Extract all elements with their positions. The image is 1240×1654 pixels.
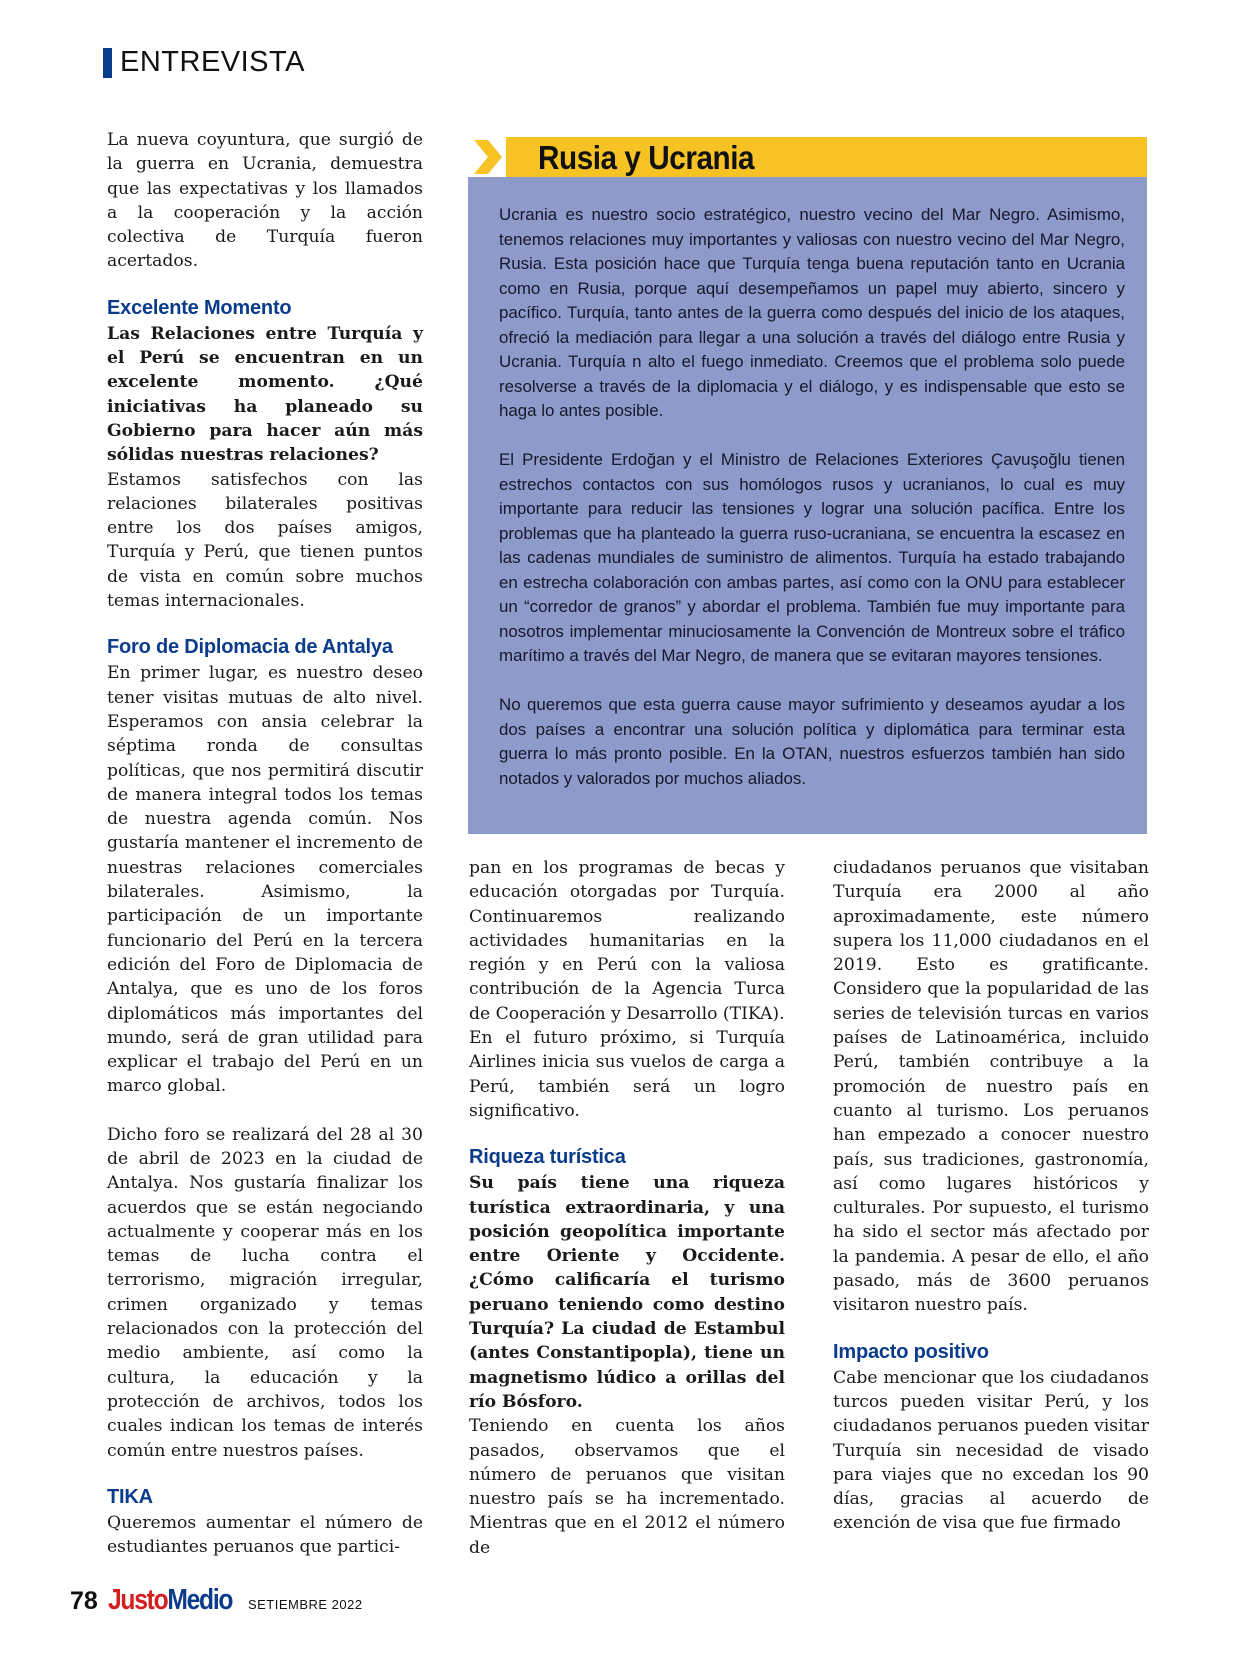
question-excelente-momento: Las Relaciones entre Turquía y el Perú se encuentran en un excelente momento. ¿Qué iniciativas ha planeado su Gobierno para hacer aún más sólidas nuestras relaciones? [107,323,423,466]
article-column-2 [469,856,785,1560]
section-header [103,46,305,79]
paragraph-turismo-continued: ciudadanos peruanos que visitaban Turquía era 2000 al año aproximadamente, este número supera los 11,000 ciudadanos en el 2019. Esto es gratificante. Considero que la popularidad de las series de televisión turcas en varios países de Latinoamérica, incluido Perú, también contribuye a la promoción de nuestro país en cuanto al turismo. Los peruanos han empezado a conocer nuestro país, sus tradiciones, gastronomía, así como lugares históricos y culturales. Por supuesto, el turismo ha sido el sector más afectado por la pandemia. A pesar de ello, el año pasado, más de 3600 peruanos visitaron nuestro país. [833,858,1149,1316]
heading-foro-antalya: Foro de Diplomacia de Antalya [107,636,393,659]
article-column-1 [107,128,423,1559]
paragraph-airlines: En el futuro próximo, si Turquía Airlines inicia sus vuelos de carga a Perú, también será un logro significativo. [469,1028,785,1121]
chevron-right-icon [468,137,508,177]
heading-riqueza-turistica: Riqueza turística [469,1146,626,1169]
paragraph-tika-continued: pan en los programas de becas y educación otorgadas por Turquía. Continuaremos realizando actividades humanitarias en la región y en Perú con la valiosa contribución de la Agencia Turca de Cooperación y Desarrollo (TIKA). [469,858,785,1024]
heading-excelente-momento: Excelente Momento [107,296,292,319]
answer-riqueza-turistica: Teniendo en cuenta los años pasados, observamos que el número de peruanos que visitan nuestro país se ha incrementado. Mientras que en el 2012 el número de [469,1416,785,1558]
sidebar-paragraph-1: Ucrania es nuestro socio estratégico, nuestro vecino del Mar Negro. Asimismo, tenemos relaciones muy importantes y valiosas con nuestro vecino del Mar Negro, Rusia. Esta posición hace que Turquía tenga buena reputación tanto en Ucrania como en Rusia, porque aquí desempeñamos un papel muy abierto, sincero y pacífico. Turquía, tanto antes de la guerra como después del inicio de los ataques, ofreció la mediación para llegar a una solución a través del diálogo entre Rusia y Ucrania. Turquía n alto el fuego inmediato. Creemos que el problema solo puede resolverse a través de la diplomacia y el diálogo, y es indispensable que esto se haga lo antes posible. [499,205,1125,420]
answer-excelente-momento: Estamos satisfechos con las relaciones bilaterales positivas entre los dos países amigos, Turquía y Perú, que tienen puntos de vista en común sobre muchos temas internacionales. [107,469,423,612]
issue-date: SETIEMBRE 2022 [247,1597,363,1612]
sidebar-title: Rusia y Ucrania [538,139,755,176]
sidebar-paragraph-2: El Presidente Erdoğan y el Ministro de Relaciones Exteriores Çavuşoğlu tienen estrechos contactos con sus homólogos rusos y ucranianos, lo cual es muy importante para reducir las tensiones y lograr una solución pacífica. Entre los problemas que ha planteado la guerra ruso-ucraniana, se encuentra la escasez en las cadenas mundiales de suministro de alimentos. Turquía ha estado trabajando en estrecha colaboración con ambas partes, así como con la ONU para establecer un “corredor de granos” y abordar el problema. También fue muy importante para nosotros implementar minuciosamente la Convención de Montreux sobre el tráfico marítimo a través del Mar Negro, de manera que se evitaran mayores tensiones. [499,450,1125,665]
sidebar-text [499,203,1125,816]
logo-part-2: Medio [167,1584,233,1616]
paragraph-tika: Queremos aumentar el número de estudiantes peruanos que partici- [107,1512,423,1558]
question-riqueza-turistica: Su país tiene una riqueza turística extraordinaria, y una posición geopolítica importante entre Oriente y Occidente. ¿Cómo calificaría el turismo peruano teniendo como destino Turquía? La ciudad de Estambul (antes Constantipopla), tiene un magnetismo lúdico a orillas del río Bósforo. [469,1173,785,1412]
section-label: ENTREVISTA [120,46,305,78]
article-column-3 [833,856,1149,1536]
heading-impacto-positivo: Impacto positivo [833,1340,989,1363]
sidebar-paragraph-3: No queremos que esta guerra cause mayor sufrimiento y deseamos ayudar a los dos países a encontrar una solución política y diplomática para terminar esta guerra lo más pronto posible. En la OTAN, nuestros esfuerzos también han sido notados y valorados por muchos aliados. [499,695,1125,788]
logo-part-1: Justo [107,1584,168,1616]
paragraph-impacto: Cabe mencionar que los ciudadanos turcos pueden visitar Perú, y los ciudadanos peruanos pueden visitar Turquía sin necesidad de visado para viajes que no excedan los 90 días, gracias al acuerdo de exención de visa que fue firmado [833,1367,1149,1534]
page-number: 78 [70,1587,98,1615]
magazine-logo [108,1584,232,1617]
paragraph-foro-2: Dicho foro se realizará del 28 al 30 de abril de 2023 en la ciudad de Antalya. Nos gustaría finalizar los acuerdos que se están negociando actualmente y cooperar más en los temas de lucha contra el terrorismo, migración irregular, crimen organizado y temas relacionados con la protección del medio ambiente, así como la cultura, la educación y la protección de archivos, todos los cuales indican los temas de interés común entre nuestros países. [107,1124,423,1461]
paragraph-foro-1: En primer lugar, es nuestro deseo tener visitas mutuas de alto nivel. Esperamos con ansia celebrar la séptima ronda de consultas políticas, que nos permitirá discutir de manera integral todos los temas de nuestra agenda común. Nos gustaría mantener el incremento de nuestras relaciones comerciales bilaterales. Asimismo, la participación de un importante funcionario del Perú en la tercera edición del Foro de Diplomacia de Antalya, que es uno de los foros diplomáticos más importantes del mundo, será de gran utilidad para explicar el trabajo del Perú en un marco global. [107,663,423,1097]
page-footer [70,1584,363,1620]
heading-tika: TIKA [107,1485,153,1508]
section-marker [103,48,112,78]
intro-paragraph: La nueva coyuntura, que surgió de la guerra en Ucrania, demuestra que las expectativas y los llamados a la cooperación y la acción colectiva de Turquía fueron acertados. [107,130,423,272]
